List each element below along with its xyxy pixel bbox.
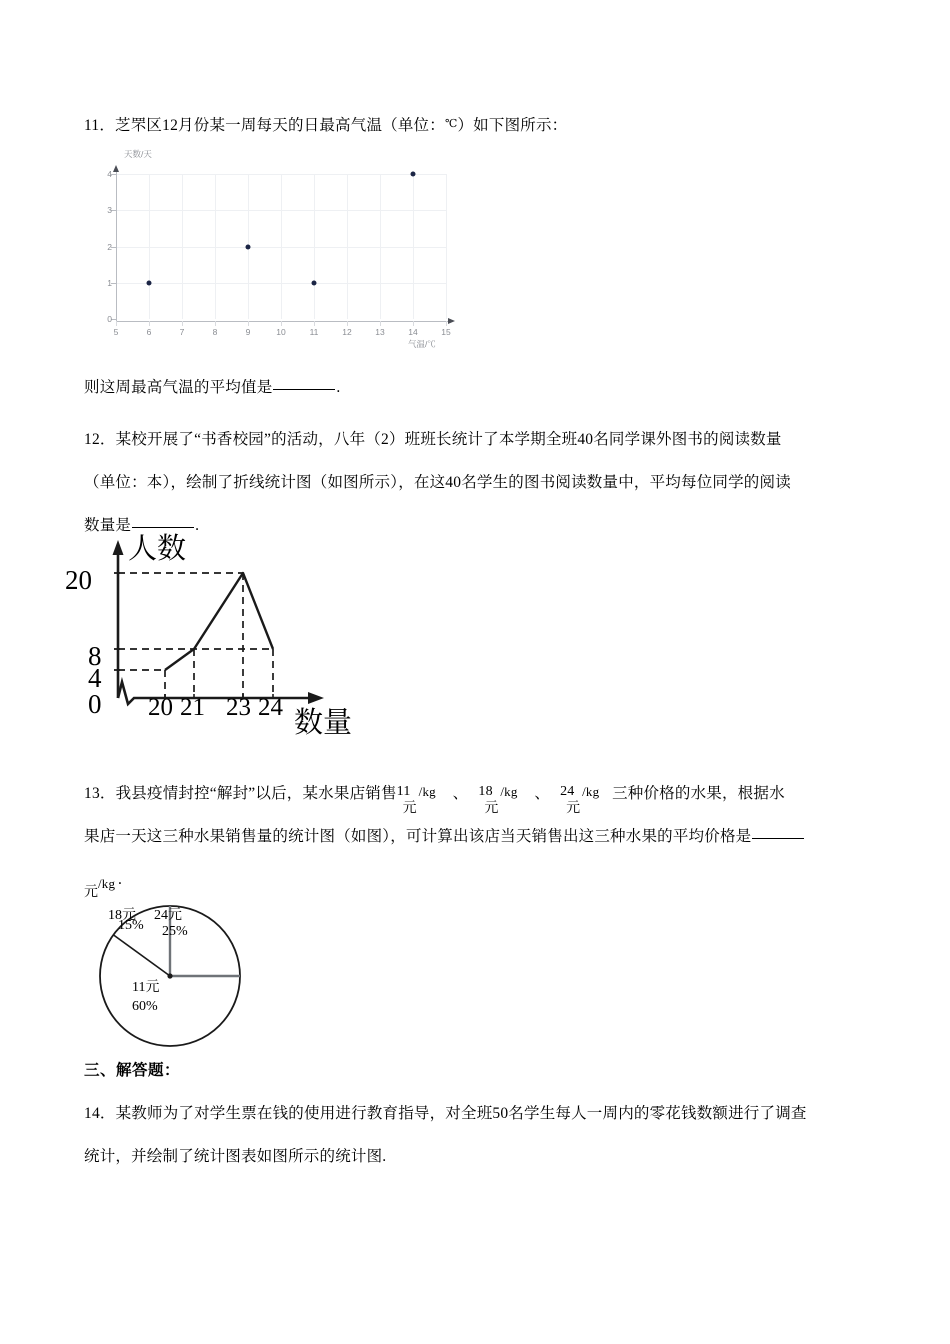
scatter-x-axis-title: 气温/℃ bbox=[408, 339, 436, 349]
question-14-line-2 bbox=[84, 1135, 874, 1178]
scatter-y-tick-label: 0 bbox=[107, 314, 112, 324]
pie-fruit-price-chart bbox=[92, 896, 252, 1056]
line-chart-y-tick-label-0: 0 bbox=[88, 689, 102, 719]
line-chart-y-tick-label-4: 4 bbox=[88, 663, 102, 693]
scatter-y-tick-label: 1 bbox=[107, 277, 112, 288]
scatter-x-tick-label: 10 bbox=[276, 327, 286, 337]
price-11-value: 11 bbox=[396, 783, 411, 799]
question-14-text-1: 某教师为了对学生票在钱的使用进行教育指导，对全班50名学生每人一周内的零花钱数额进行了调查 bbox=[115, 1105, 807, 1122]
scatter-temperature-chart bbox=[86, 146, 476, 358]
scatter-y-axis-title: 天数/天 bbox=[124, 149, 152, 159]
line-reading-chart bbox=[62, 522, 402, 750]
line-chart-y-axis-title: 人数 bbox=[128, 533, 187, 565]
scatter-x-tick bbox=[314, 321, 315, 326]
pie-slice-percent-24: 25% bbox=[162, 924, 188, 939]
answer-unit-yuan: 元 bbox=[84, 884, 99, 900]
question-12-number: 12． bbox=[84, 431, 116, 448]
scatter-gridline-h bbox=[116, 210, 446, 211]
scatter-y-tick-label: 3 bbox=[107, 205, 112, 216]
question-11-text-c: 月份某一周每天的日最高气温（单位： bbox=[178, 117, 445, 134]
pie-slice-percent-11: 60% bbox=[132, 999, 158, 1014]
price-18-fraction bbox=[478, 783, 524, 816]
pie-slice-label-18: 18元 bbox=[108, 908, 136, 923]
scatter-x-tick-label: 5 bbox=[113, 327, 119, 337]
question-13-text-head: 我县疫情封控“解封”以后，某水果店销售 bbox=[115, 785, 397, 802]
scatter-x-tick-label: 15 bbox=[441, 327, 451, 337]
price-18-unit: 元 bbox=[484, 800, 499, 816]
question-13 bbox=[84, 772, 874, 901]
answer-blank-13[interactable] bbox=[752, 837, 804, 839]
line-chart-y-axis-arrow-icon bbox=[113, 540, 124, 555]
question-13-text-tail: 三种价格的水果，根据水 bbox=[612, 785, 785, 802]
line-chart-x-tick-label-24: 24 bbox=[258, 694, 283, 721]
answer-unit-per-kg: /kg bbox=[98, 875, 116, 891]
question-14 bbox=[84, 1092, 874, 1178]
question-11-line-1 bbox=[84, 104, 874, 149]
scatter-x-tick-label: 12 bbox=[342, 327, 352, 337]
price-separator-1: 、 bbox=[452, 785, 469, 802]
scatter-x-tick-label: 11 bbox=[309, 327, 319, 337]
scatter-y-axis bbox=[116, 170, 117, 322]
question-11-answer-text: 则这周最高气温的平均值是 bbox=[84, 379, 273, 396]
price-24-value: 24 bbox=[560, 783, 575, 799]
scatter-x-tick-label: 9 bbox=[245, 327, 251, 337]
scatter-gridline-h bbox=[116, 174, 446, 175]
price-24-per: /kg bbox=[582, 783, 600, 799]
line-chart-x-tick-label-20: 20 bbox=[148, 694, 173, 721]
pie-slice-label-11: 11元 bbox=[132, 980, 160, 995]
question-11 bbox=[84, 104, 874, 149]
line-chart-x-axis-title: 数量 bbox=[294, 707, 353, 739]
line-chart-y-tick-label-8: 8 bbox=[88, 641, 102, 671]
question-13-line-1 bbox=[84, 772, 874, 815]
scatter-y-tick-label: 2 bbox=[107, 241, 112, 252]
question-14-line-1 bbox=[84, 1092, 874, 1135]
scatter-x-tick-label: 14 bbox=[408, 327, 418, 337]
price-11-fraction bbox=[396, 783, 443, 816]
price-24-fraction bbox=[560, 783, 606, 816]
scatter-x-tick bbox=[281, 321, 282, 326]
question-12-period: . bbox=[195, 517, 200, 534]
question-11-number: 11． bbox=[84, 117, 116, 134]
line-chart-y-tick-label-20: 20 bbox=[65, 565, 92, 595]
scatter-x-tick bbox=[182, 321, 183, 326]
scatter-point bbox=[411, 172, 416, 177]
price-11-unit: 元 bbox=[402, 800, 417, 816]
celsius-symbol: ℃ bbox=[444, 118, 458, 130]
answer-unit-fraction bbox=[84, 869, 118, 900]
scatter-x-tick bbox=[215, 321, 216, 326]
scatter-x-tick bbox=[149, 321, 150, 326]
question-12-line-1 bbox=[84, 418, 874, 461]
question-12-line-2 bbox=[84, 461, 874, 504]
scatter-x-tick bbox=[413, 321, 414, 326]
scatter-x-tick bbox=[446, 321, 447, 326]
scatter-x-axis bbox=[116, 321, 450, 322]
question-11-text-e: ）如下图所示： bbox=[457, 117, 568, 134]
scatter-x-tick-label: 7 bbox=[179, 327, 185, 337]
scatter-y-tick-label: 4 bbox=[107, 169, 112, 179]
line-chart-x-tick-label-21: 21 bbox=[180, 694, 205, 721]
price-separator-2: 、 bbox=[534, 785, 551, 802]
question-12-text-2: （单位：本），绘制了折线统计图（如图所示），在这40名学生的图书阅读数量中，平均每位同学的阅读 bbox=[84, 474, 791, 491]
pie-slice-percent-18: 15% bbox=[118, 918, 144, 933]
answer-blank-11[interactable] bbox=[273, 388, 335, 390]
question-13-line-3 bbox=[84, 858, 874, 901]
question-11-period: . bbox=[336, 379, 341, 396]
pie-slice-label-24: 24元 bbox=[154, 908, 182, 923]
line-chart-data-series bbox=[165, 573, 273, 670]
section-header-3: 三、解答题： bbox=[84, 1062, 181, 1079]
question-11-text-a: 芝罘区 bbox=[115, 117, 163, 134]
question-13-line-2 bbox=[84, 815, 874, 858]
scatter-point bbox=[147, 280, 152, 285]
line-chart-x-tick-label-23: 23 bbox=[226, 694, 251, 721]
price-18-value: 18 bbox=[478, 783, 493, 799]
scatter-x-tick-label: 13 bbox=[375, 327, 385, 337]
scatter-gridline-v bbox=[446, 174, 447, 319]
pie-center-dot bbox=[167, 973, 172, 978]
price-24-unit: 元 bbox=[566, 800, 581, 816]
price-18-per: /kg bbox=[500, 783, 518, 799]
question-11-answer-line bbox=[84, 366, 874, 409]
question-13-text-2: 果店一天这三种水果销售量的统计图（如图），可计算出该店当天销售出这三种水果的平均价格是 bbox=[84, 828, 752, 845]
scatter-gridline-h bbox=[116, 247, 446, 248]
scatter-plot-area bbox=[116, 174, 446, 319]
scatter-x-tick bbox=[116, 321, 117, 326]
scatter-x-tick bbox=[248, 321, 249, 326]
scatter-x-tick-label: 8 bbox=[212, 327, 218, 337]
scatter-y-axis-arrow-icon bbox=[113, 165, 119, 172]
question-13-period: . bbox=[118, 871, 123, 888]
scatter-x-tick bbox=[380, 321, 381, 326]
scatter-x-axis-arrow-icon bbox=[448, 318, 455, 324]
scatter-point bbox=[312, 280, 317, 285]
question-12-text-1: 某校开展了“书香校园”的活动，八年（2）班班长统计了本学期全班40名同学课外图书的阅读数量 bbox=[115, 431, 782, 448]
price-11-per: /kg bbox=[418, 783, 436, 799]
scatter-x-tick bbox=[347, 321, 348, 326]
scatter-x-tick-label: 6 bbox=[146, 327, 152, 337]
question-13-number: 13． bbox=[84, 785, 116, 802]
scatter-point bbox=[246, 244, 251, 249]
question-14-text-2: 统计，并绘制了统计图表如图所示的统计图. bbox=[84, 1148, 387, 1165]
question-14-number: 14． bbox=[84, 1105, 116, 1122]
question-11-month: 12 bbox=[162, 117, 179, 134]
question-12-text-3: 数量是 bbox=[84, 517, 132, 534]
scatter-gridline-h bbox=[116, 283, 446, 284]
